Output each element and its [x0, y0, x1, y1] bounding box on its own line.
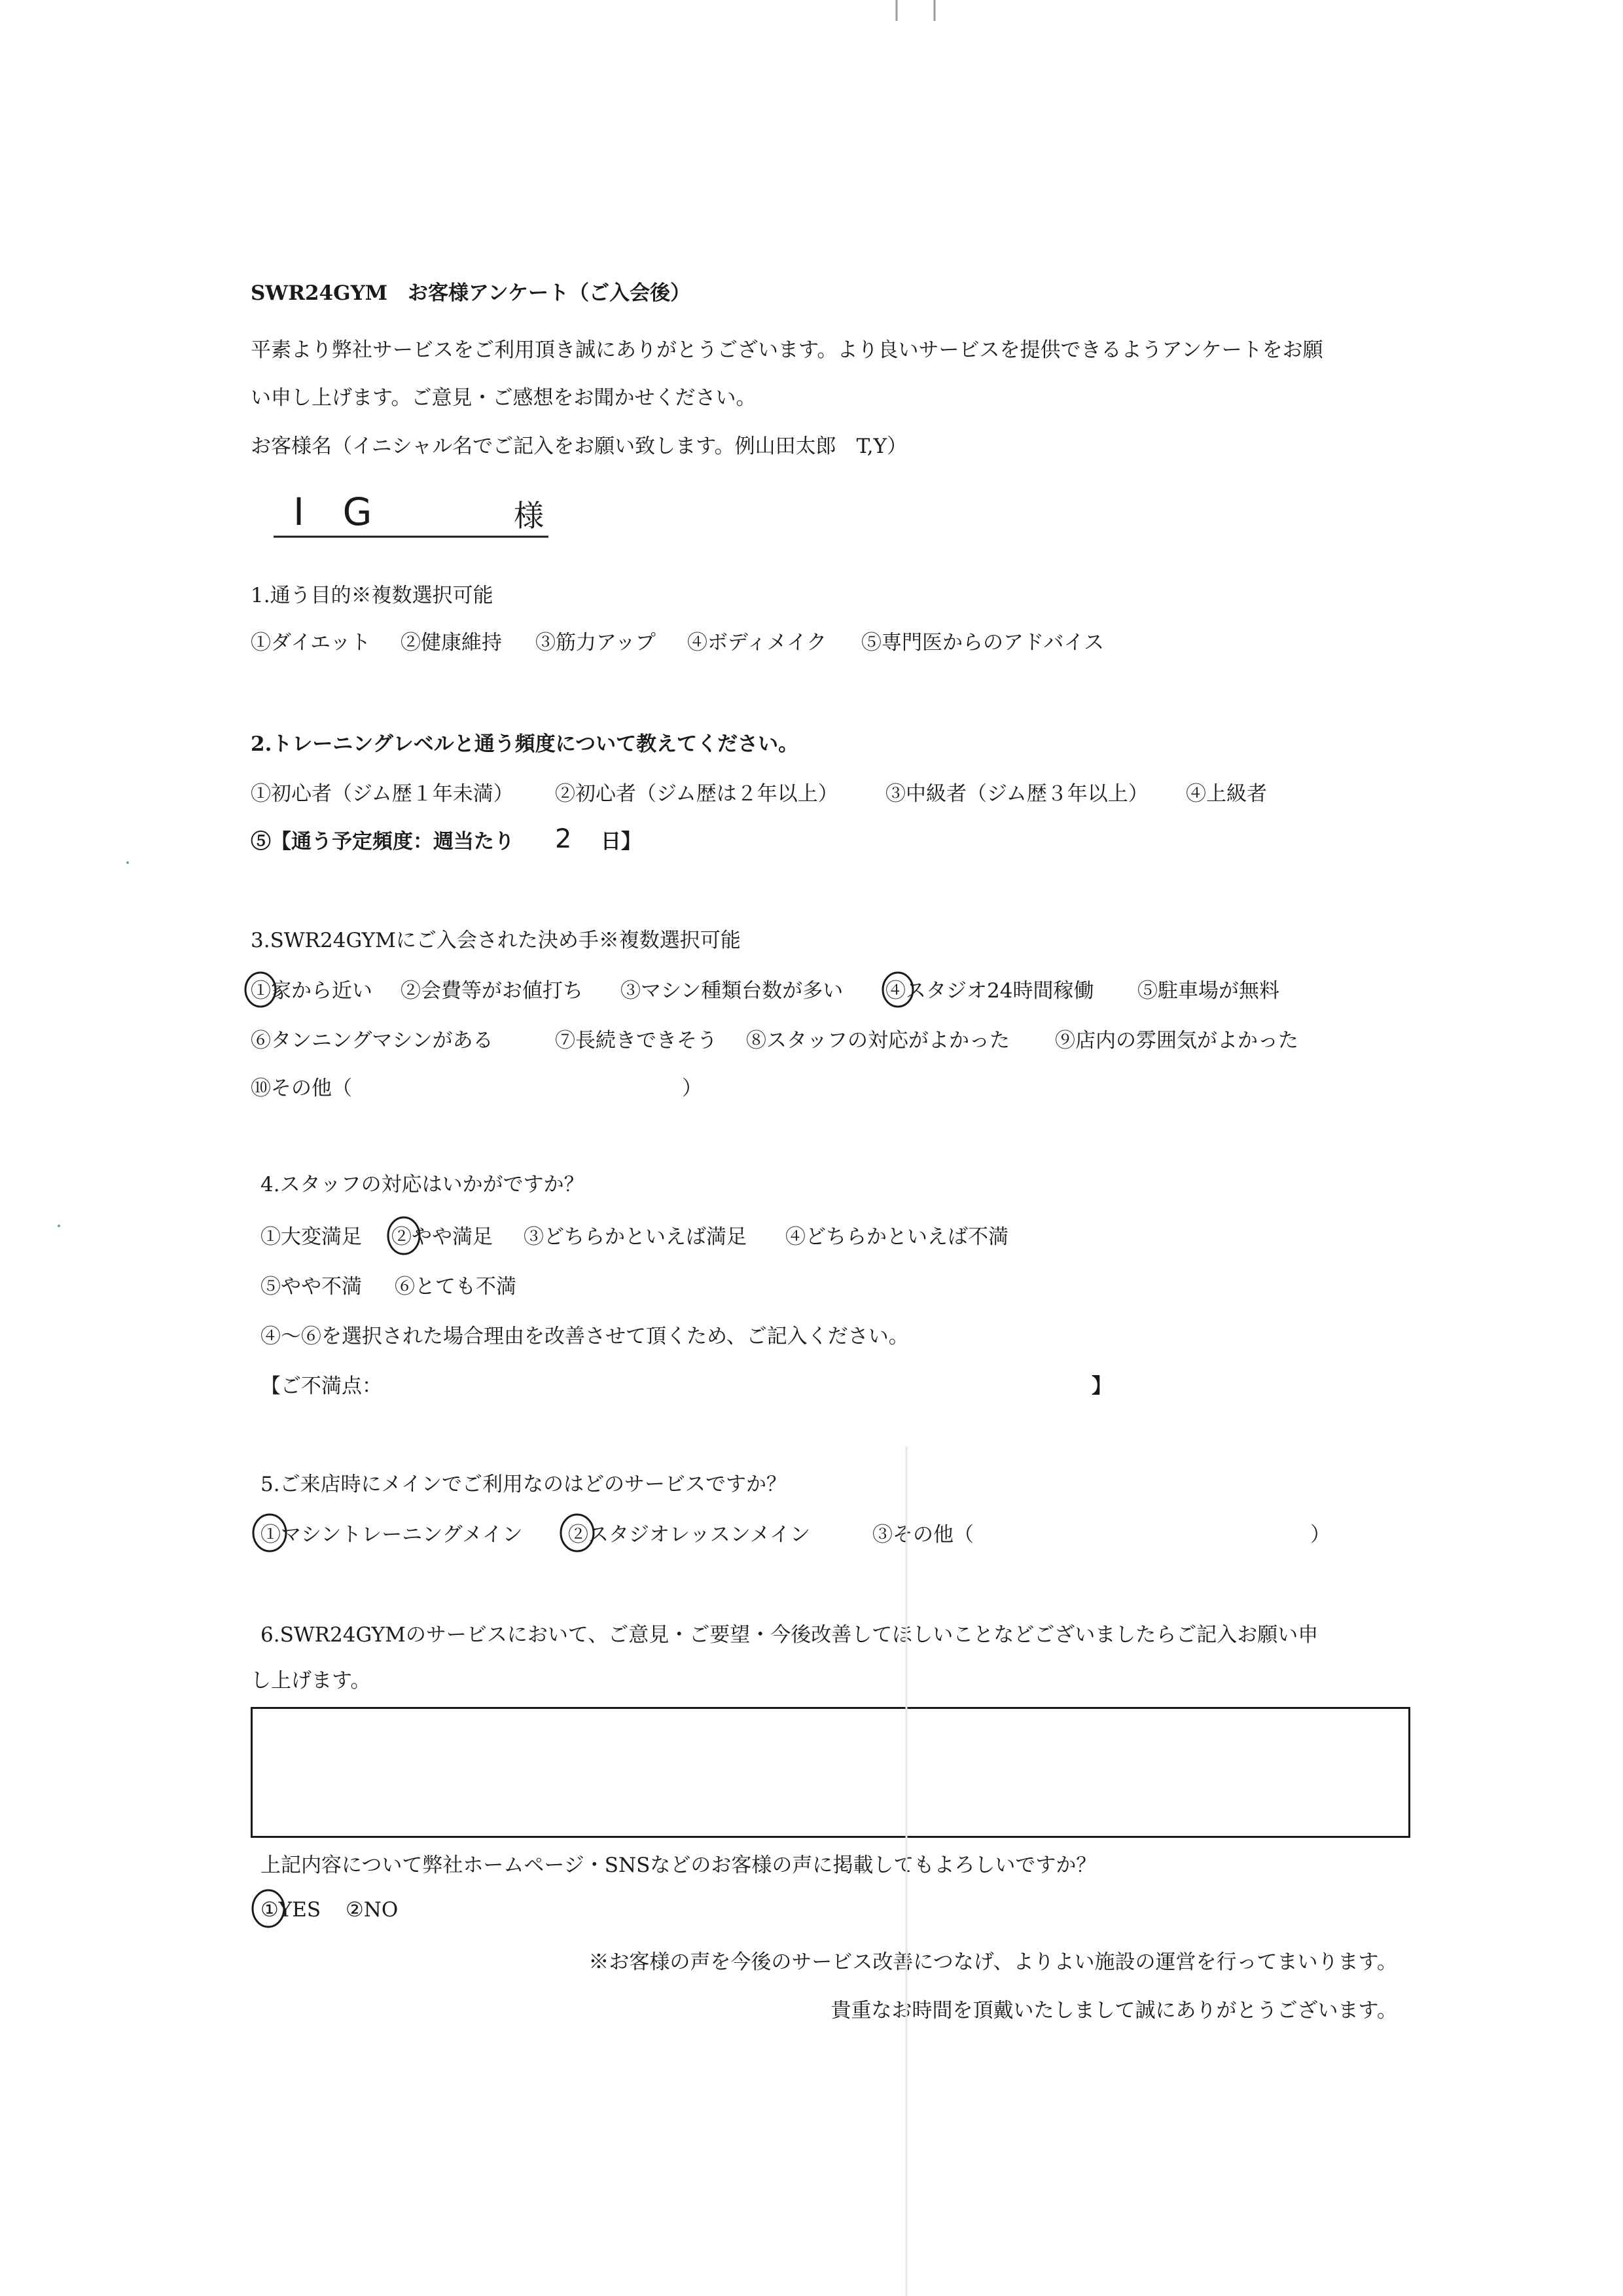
- q4-option-4[interactable]: ④どちらかといえば不満: [785, 1225, 1008, 1249]
- q2-option-1[interactable]: ①初心者（ジム歴１年未満）: [251, 782, 514, 806]
- publish-yes-option[interactable]: ①YES: [260, 1898, 321, 1922]
- q5-other-close: ）: [1310, 1523, 1330, 1547]
- q3-option-5[interactable]: ⑤駐車場が無料: [1137, 979, 1279, 1003]
- q3-other-close: ）: [682, 1077, 702, 1100]
- q3-option-10[interactable]: ⑩その他（: [251, 1077, 352, 1100]
- q3-option-4[interactable]: ④スタジオ24時間稼働: [885, 979, 1094, 1003]
- customer-name-value[interactable]: I G: [293, 490, 385, 534]
- q1-question: 1.通う目的※複数選択可能: [251, 584, 493, 607]
- scan-speck: [126, 861, 129, 864]
- q4-option-3[interactable]: ③どちらかといえば満足: [524, 1225, 747, 1249]
- q2-frequency-value[interactable]: 2: [555, 824, 572, 854]
- q2-option-2[interactable]: ②初心者（ジム歴は２年以上）: [555, 782, 838, 806]
- q4-question: 4.スタッフの対応はいかがですか？: [260, 1173, 584, 1196]
- q4-option-5[interactable]: ⑤やや不満: [260, 1275, 362, 1299]
- q4-option-6[interactable]: ⑥とても不満: [395, 1275, 516, 1299]
- q3-option-8[interactable]: ⑧スタッフの対応がよかった: [746, 1029, 1010, 1052]
- selection-circle-q3-4: [883, 973, 913, 1007]
- q2-frequency-label: ⑤【通う予定頻度：週当たり: [251, 830, 514, 853]
- q4-option-1[interactable]: ①大変満足: [260, 1225, 362, 1249]
- q4-option-2[interactable]: ②やや満足: [391, 1225, 493, 1249]
- q3-option-7[interactable]: ⑦長続きできそう: [555, 1029, 717, 1052]
- q5-option-1[interactable]: ①マシントレーニングメイン: [260, 1523, 523, 1547]
- q5-option-3[interactable]: ③その他（: [872, 1523, 974, 1547]
- q2-frequency-suffix: 日】: [601, 830, 641, 853]
- survey-title: SWR24GYM お客様アンケート（ご入会後）: [251, 281, 691, 305]
- intro-line-1: 平素より弊社サービスをご利用頂き誠にありがとうございます。より良いサービスを提供できるようアンケートをお願: [251, 338, 1323, 362]
- q5-option-2[interactable]: ②スタジオレッスンメイン: [568, 1523, 811, 1547]
- scan-speck: [58, 1225, 60, 1227]
- name-suffix: 様: [514, 498, 544, 533]
- name-prompt: お客様名（イニシャル名でご記入をお願い致します。例山田太郎 T,Y）: [251, 435, 908, 458]
- q1-option-3[interactable]: ③筋力アップ: [535, 631, 656, 655]
- q6-question-line-2: し上げます。: [251, 1669, 371, 1693]
- q2-option-3[interactable]: ③中級者（ジム歴３年以上）: [885, 782, 1149, 806]
- q3-question: 3.SWR24GYMにご入会された決め手※複数選択可能: [251, 929, 741, 952]
- q3-option-2[interactable]: ②会費等がお値打ち: [401, 979, 583, 1003]
- q4-complaint-close: 】: [1092, 1374, 1112, 1398]
- footer-note: ※お客様の声を今後のサービス改善につなげ、よりよい施設の運営を行ってまいります。: [588, 1950, 1397, 1974]
- q3-option-9[interactable]: ⑨店内の雰囲気がよかった: [1055, 1029, 1298, 1052]
- footer-thanks: 貴重なお時間を頂戴いたしまして誠にありがとうございます。: [830, 1999, 1397, 2022]
- q3-option-3[interactable]: ③マシン種類台数が多い: [620, 979, 844, 1003]
- q3-option-1[interactable]: ①家から近い: [251, 979, 372, 1003]
- q6-question-line-1: 6.SWR24GYMのサービスにおいて、ご意見・ご要望・今後改善してほしいことなどございましたらご記入お願い申: [260, 1623, 1319, 1647]
- selection-circle-q4-2: [388, 1217, 419, 1254]
- intro-line-2: い申し上げます。ご意見・ご感想をお聞かせください。: [251, 386, 757, 410]
- selection-circle-q5-1: [253, 1515, 286, 1551]
- q1-option-5[interactable]: ⑤専門医からのアドバイス: [861, 631, 1105, 655]
- selection-circle-q5-2: [561, 1515, 594, 1551]
- q5-question: 5.ご来店時にメインでご利用なのはどのサービスですか？: [260, 1473, 787, 1496]
- q2-option-4[interactable]: ④上級者: [1186, 782, 1267, 806]
- publish-question: 上記内容について弊社ホームページ・SNSなどのお客様の声に掲載してもよろしいですか？: [260, 1854, 1097, 1877]
- q2-question: 2.トレーニングレベルと通う頻度について教えてください。: [251, 732, 799, 756]
- q1-option-1[interactable]: ①ダイエット: [251, 631, 371, 655]
- q4-note: ④～⑥を選択された場合理由を改善させて頂くため、ご記入ください。: [260, 1325, 909, 1348]
- publish-no-option[interactable]: ②NO: [346, 1898, 399, 1922]
- selection-circle-q3-1: [245, 973, 276, 1007]
- q1-option-4[interactable]: ④ボディメイク: [687, 631, 827, 655]
- q3-option-6[interactable]: ⑥タンニングマシンがある: [251, 1029, 493, 1052]
- selection-circle-publish-yes: [253, 1890, 284, 1927]
- q1-option-2[interactable]: ②健康維持: [401, 631, 502, 655]
- q4-complaint-label: 【ご不満点：: [260, 1374, 382, 1398]
